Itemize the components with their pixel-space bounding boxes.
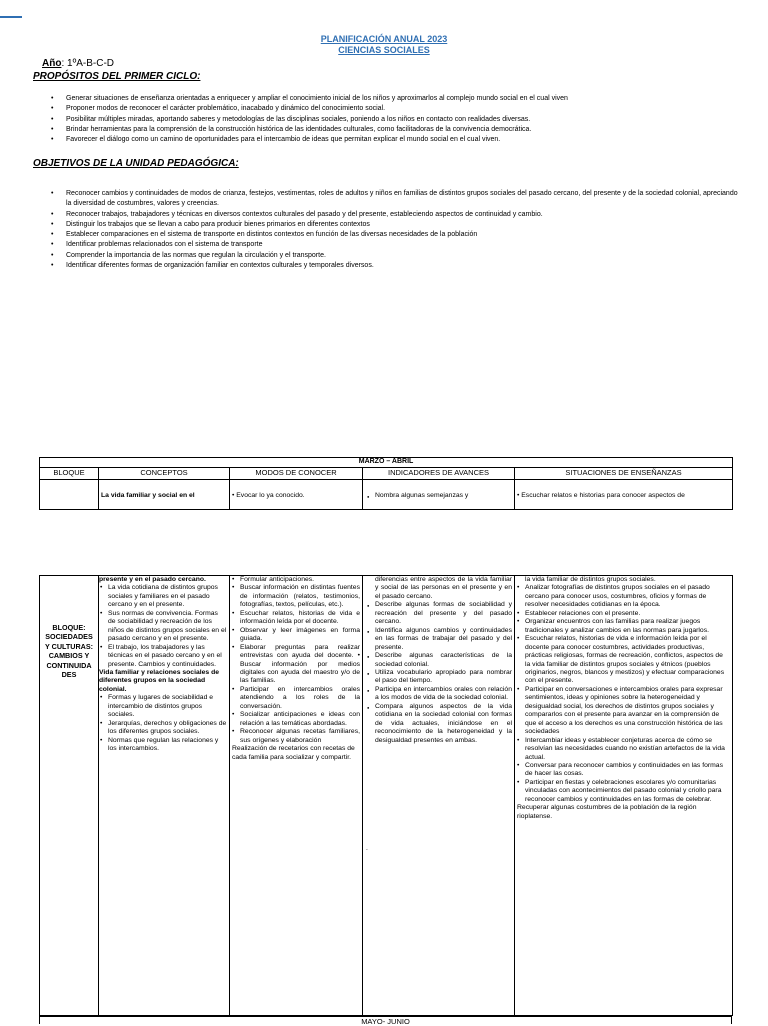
list-item: • Participar en intercambios orales atendiendo a los roles de la conversación.: [232, 686, 360, 711]
column-header: BLOQUE: [40, 468, 99, 480]
list-item: • Reconocer algunas recetas familiares, sus orígenes y elaboración: [232, 728, 360, 745]
list-item: • Intercambiar ideas y establecer conjeturas acerca de cómo se resolvían las necesidades cuando no existían artefactos de la vida actual.: [517, 737, 730, 762]
corner-mark: [0, 16, 22, 18]
anio-line: [42, 58, 114, 69]
list-item: • Formas y lugares de sociabilidad e intercambio de distintos grupos sociales.: [100, 694, 227, 719]
list-item: • Escuchar relatos, historias de vida e información leída por el docente.: [232, 610, 360, 627]
list-item: ● Nombra algunas semejanzas y: [367, 492, 512, 500]
list-item: • Normas que regulan las relaciones y los intercambios.: [100, 737, 227, 754]
list-item: • Distinguir los trabajos que se llevan a cabo para producir bienes primarios en diferentes contextos: [51, 220, 741, 230]
list-item: • Analizar fotografías de distintos grupos sociales en el pasado cercano para conocer usos, costumbres, oficios y formas de resolver necesidades cotidianas en la época.: [517, 584, 730, 609]
list-item: • Brindar herramientas para la comprensión de la construcción histórica de las identidades culturales, como facilitadoras de la convivencia democrática.: [51, 125, 751, 135]
list-item: • El trabajo, los trabajadores y las técnicas en el pasado cercano y en el presente. Cambios y continuidades.: [100, 644, 227, 669]
conceptos-cell: [99, 576, 230, 1016]
list-item: • Identificar diferentes formas de organización familiar en contextos culturales y temporales diversos.: [51, 261, 741, 271]
indicadores-list: [365, 492, 512, 500]
list-item: ● Identifica algunos cambios y continuidades en las formas de trabajar del pasado y del presente.: [367, 627, 512, 652]
objetivos-heading: OBJETIVOS DE LA UNIDAD PEDAGÓGICA:: [33, 158, 239, 169]
list-item: • Observar y leer imágenes en forma guiada.: [232, 627, 360, 644]
bloque-label: BLOQUE: SOCIEDADES Y CULTURAS: CAMBIOS Y CONTINUIDA DES: [40, 576, 99, 1016]
list-item: • Elaborar preguntas para realizar entrevistas con ayuda del docente. • Buscar información por medios digitales con ayuda del maestro y/o de las familias.: [232, 644, 360, 686]
modos-tail: Realización de recetarios con recetas de cada familia para socializar y compartir.: [232, 745, 355, 761]
period-header: MARZO – ABRIL: [40, 458, 733, 468]
propositos-list: [51, 94, 751, 145]
planning-table-bottom: [39, 575, 733, 1016]
conceptos-list-2: [100, 694, 227, 753]
list-item: • Formular anticipaciones.: [232, 576, 360, 584]
list-item: • Favorecer el diálogo como un camino de oportunidades para el intercambio de ideas que permitan explicar el mundo social en el cual viven.: [51, 135, 751, 145]
conceptos-list: [100, 584, 227, 669]
list-item: • Participar en fiestas y celebraciones escolares y/o comunitarias vinculadas con acontecimientos del pasado colonial y criollo para reconocer cambios y continuidades en las formas de celebrar.: [517, 779, 730, 804]
modos-list: [232, 576, 360, 745]
list-item: ● Describe algunas características de la sociedad colonial.: [367, 652, 512, 669]
stray-mark: .: [366, 845, 368, 853]
list-item: • Buscar información en distintas fuentes de información (relatos, testimonios, fotografías, textos, películas, etc.).: [232, 584, 360, 609]
situaciones-tail: Recuperar algunas costumbres de la población de la región rioplatense.: [517, 804, 697, 820]
indicadores-lead: diferencias entre aspectos de la vida familiar y social de las personas en el presente y en el pasado cercano.: [375, 576, 512, 600]
list-item: ● Compara algunos aspectos de la vida cotidiana en la sociedad colonial con formas de vida actuales, iniciándose en el reconocimiento de la heterogeneidad y la desigualdad presentes en ambas.: [367, 703, 512, 745]
indicadores-cell: [363, 576, 515, 1016]
bloque-cell: [40, 480, 99, 510]
list-item: • Organizar encuentros con las familias para realizar juegos tradicionales y analizar cambios en las normas para jugarlos.: [517, 618, 730, 635]
document-subtitle: CIENCIAS SOCIALES: [338, 45, 430, 55]
anio-value: : 1ºA-B-C-D: [61, 58, 114, 69]
column-header: MODOS DE CONOCER: [230, 468, 363, 480]
list-item: • Establecer relaciones con el presente.: [517, 610, 730, 618]
conceptos-heading: Vida familiar y relaciones sociales de diferentes grupos en la sociedad colonial.: [99, 668, 220, 693]
list-item: • La vida cotidiana de distintos grupos sociales y familiares en el pasado cercano y en el presente.: [100, 584, 227, 609]
document-title: PLANIFICACIÓN ANUAL 2023: [320, 34, 448, 44]
anio-label: Año: [42, 58, 62, 69]
list-item: • Jerarquías, derechos y obligaciones de los diferentes grupos sociales.: [100, 720, 227, 737]
modos-cell: • Evocar lo ya conocido.: [230, 480, 363, 510]
list-item: • Sus normas de convivencia. Formas de sociabilidad y recreación de los niños de distintos grupos sociales en el pasado cercano y en el presente.: [100, 610, 227, 644]
situaciones-cell: [515, 576, 733, 1016]
list-item: ● Describe algunas formas de sociabilidad y recreación del presente y del pasado cercano.: [367, 601, 512, 626]
column-header: INDICADORES DE AVANCES: [363, 468, 515, 480]
column-header: SITUACIONES DE ENSEÑANZAS: [515, 468, 733, 480]
list-item: • Escuchar relatos, historias de vida e información leída por el docente para conocer costumbres, actividades productivas, prácticas religiosas, formas de recreación, conflictos, aspectos de la vida familiar de distintos grupos sociales y étnicos (pueblos originarios, negros, blancos y mestizos) y efectuar comparaciones con el presente.: [517, 635, 730, 686]
objetivos-list: [51, 189, 741, 271]
list-item: • Reconocer cambios y continuidades de modos de crianza, festejos, vestimentas, roles de adultos y niños en familias de distintos grupos sociales del pasado cercano, del presente y de la sociedad colonial, apreciando la diversidad de costumbres, valores y creencias.: [51, 189, 741, 210]
situaciones-list: [517, 584, 730, 804]
list-item: • Conversar para reconocer cambios y continuidades en las formas de hacer las cosas.: [517, 762, 730, 779]
list-item: • Generar situaciones de enseñanza orientadas a enriquecer y ampliar el conocimiento inicial de los niños y aproximarlos al complejo mundo social en el cual viven: [51, 94, 751, 104]
situaciones-cell: • Escuchar relatos e historias para conocer aspectos de: [515, 480, 733, 510]
list-item: • Comprender la importancia de las normas que regulan la circulación y el transporte.: [51, 251, 741, 261]
conceptos-cell: La vida familiar y social en el: [99, 480, 230, 510]
indicadores-cell: [363, 480, 515, 510]
list-item: ● Participa en intercambios orales con relación a los modos de vida de la sociedad colonial.: [367, 686, 512, 703]
situaciones-lead: la vida familiar de distintos grupos sociales.: [525, 576, 656, 583]
indicadores-list: [367, 601, 512, 745]
planning-table-top: [39, 457, 733, 510]
list-item: • Identificar problemas relacionados con el sistema de transporte: [51, 240, 741, 250]
next-period-header: MAYO- JUNIO: [39, 1016, 732, 1024]
list-item: • Reconocer trabajos, trabajadores y técnicas en diversos contextos culturales del pasado y del presente, estableciendo aspectos de continuidad y cambio.: [51, 210, 741, 220]
list-item: ● Utiliza vocabulario apropiado para nombrar el paso del tiempo.: [367, 669, 512, 686]
list-item: • Participar en conversaciones e intercambios orales para expresar sentimientos, ideas y opiniones sobre la heterogeneidad y desigualdad social, los derechos de distintos grupos sociales y compararlos con el presente para avanzar en la comprensión de que el acceso a los derechos es una construcción histórica de las sociedades: [517, 686, 730, 737]
list-item: • Socializar anticipaciones e ideas con relación a las temáticas abordadas.: [232, 711, 360, 728]
column-header: CONCEPTOS: [99, 468, 230, 480]
list-item: • Proponer modos de reconocer el carácter problemático, inacabado y dinámico del conocimiento social.: [51, 104, 751, 114]
modos-cell: [230, 576, 363, 1016]
propositos-heading: PROPÓSITOS DEL PRIMER CICLO:: [33, 71, 201, 82]
conceptos-lead: presente y en el pasado cercano.: [99, 576, 206, 583]
list-item: • Establecer comparaciones en el sistema de transporte en distintos contextos en función de las diversas necesidades de la población: [51, 230, 741, 240]
list-item: • Posibilitar múltiples miradas, aportando saberes y metodologías de las disciplinas sociales, poniendo a los niños en contacto con realidades diversas.: [51, 115, 751, 125]
